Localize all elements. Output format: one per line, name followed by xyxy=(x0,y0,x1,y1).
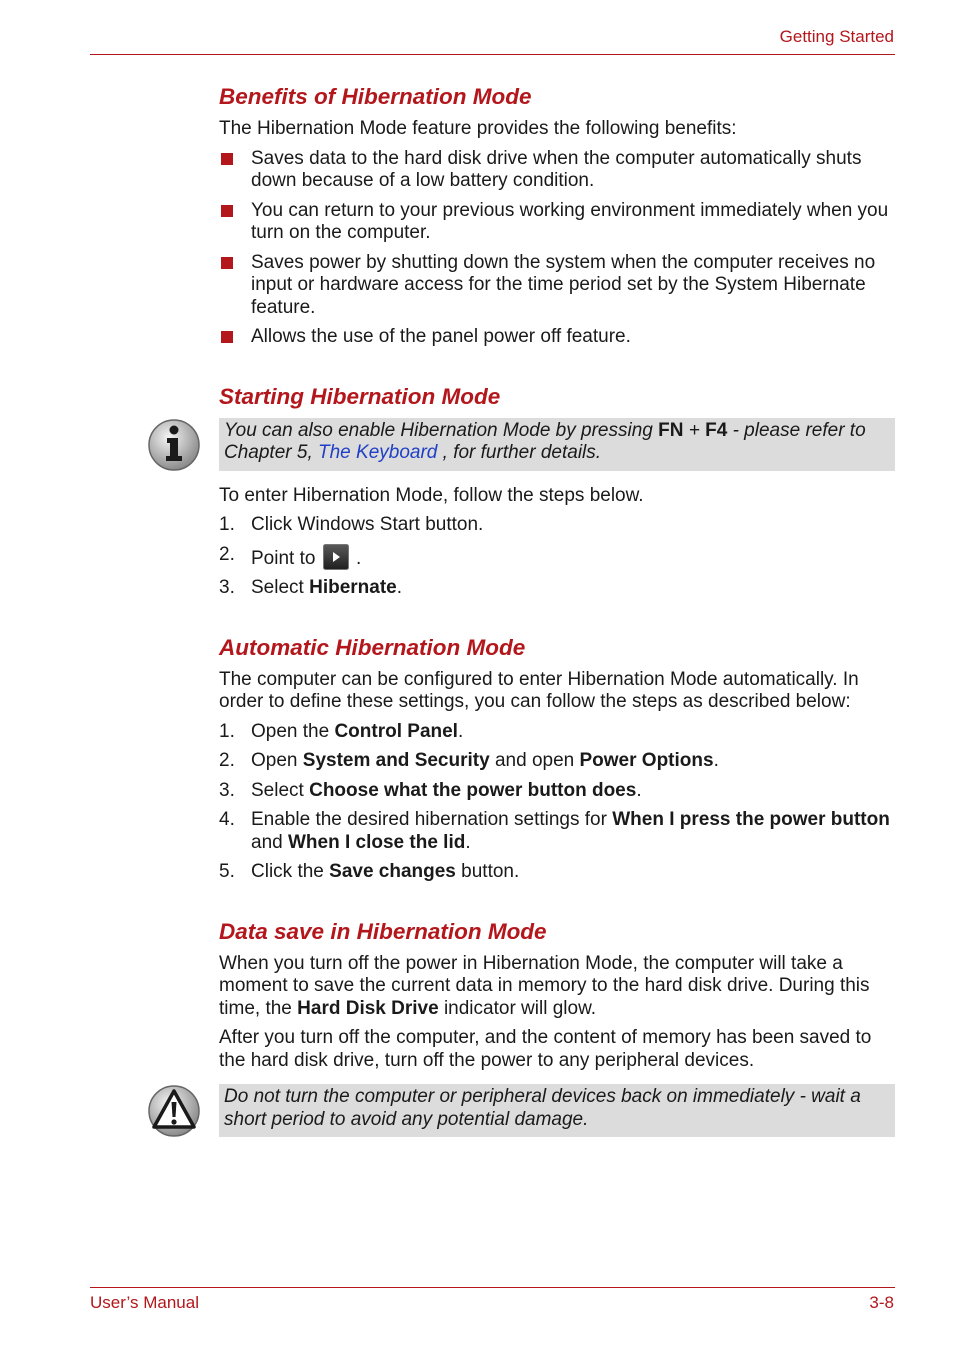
list-item: 5. Click the Save changes button. xyxy=(219,861,520,882)
header-rule xyxy=(90,54,895,55)
key-fn: FN xyxy=(658,419,684,441)
shutdown-arrow-icon xyxy=(323,544,349,570)
bullet-icon xyxy=(221,153,233,165)
list-item: 2. Point to . xyxy=(219,543,362,569)
list-item: 1. Click Windows Start button. xyxy=(219,514,484,535)
starting-heading: Starting Hibernation Mode xyxy=(219,383,501,409)
running-header: Getting Started xyxy=(779,27,894,46)
footer-rule xyxy=(90,1287,895,1288)
automatic-intro: The computer can be configured to enter Hibernation Mode automatically. In order to define these settings, you can follow the steps as described below: xyxy=(219,668,859,712)
page-number: 3-8 xyxy=(869,1293,894,1312)
list-item: 3. Select Choose what the power button does. xyxy=(219,779,642,801)
keyboard-chapter-link[interactable]: The Keyboard xyxy=(318,442,438,463)
list-item: 1. Open the Control Panel. xyxy=(219,720,464,742)
list-item: Saves data to the hard disk drive when the computer automatically shuts down because of a low battery condition. xyxy=(219,148,895,193)
info-icon xyxy=(147,418,201,472)
list-item: 2. Open System and Security and open Power Options. xyxy=(219,750,719,771)
automatic-steps xyxy=(219,721,895,884)
benefits-intro: The Hibernation Mode feature provides the following benefits: xyxy=(219,118,737,139)
benefits-heading: Benefits of Hibernation Mode xyxy=(219,84,532,109)
caution-icon xyxy=(147,1084,201,1138)
bullet-icon xyxy=(221,331,233,343)
list-item: 3. Select Hibernate. xyxy=(219,577,403,598)
info-note: You can also enable Hibernation Mode by pressing FN + F4 - please refer to Chapter 5, The Keyboard , for further details. xyxy=(219,418,895,471)
footer-manual-title: User’s Manual xyxy=(90,1293,199,1312)
list-item: Allows the use of the panel power off feature. xyxy=(219,326,895,349)
datasave-paragraph-2: After you turn off the computer, and the content of memory has been saved to the hard disk drive, turn off the power to any peripheral devices. xyxy=(219,1027,872,1071)
list-item: 4. Enable the desired hibernation settings for When I press the power button and When I close the lid. xyxy=(219,809,890,853)
benefits-list xyxy=(219,148,895,349)
list-item: Saves power by shutting down the system when the computer receives no input or hardware access for the time period set by the System Hibernate feature. xyxy=(219,252,895,320)
caution-note: Do not turn the computer or peripheral devices back on immediately - wait a short period to avoid any potential damage. xyxy=(219,1084,895,1137)
datasave-paragraph-1: When you turn off the power in Hibernation Mode, the computer will take a moment to save the current data in memory to the hard disk drive. During this time, the Hard Disk Drive indicator will glow. xyxy=(219,952,870,1019)
list-item: You can return to your previous working environment immediately when you turn on the computer. xyxy=(219,200,895,245)
starting-steps xyxy=(219,514,895,600)
starting-intro: To enter Hibernation Mode, follow the steps below. xyxy=(219,484,644,506)
datasave-heading: Data save in Hibernation Mode xyxy=(219,918,547,944)
bullet-icon xyxy=(221,205,233,217)
key-f4: F4 xyxy=(705,419,728,441)
automatic-heading: Automatic Hibernation Mode xyxy=(219,634,526,660)
bullet-icon xyxy=(221,257,233,269)
page-content xyxy=(219,84,895,1151)
